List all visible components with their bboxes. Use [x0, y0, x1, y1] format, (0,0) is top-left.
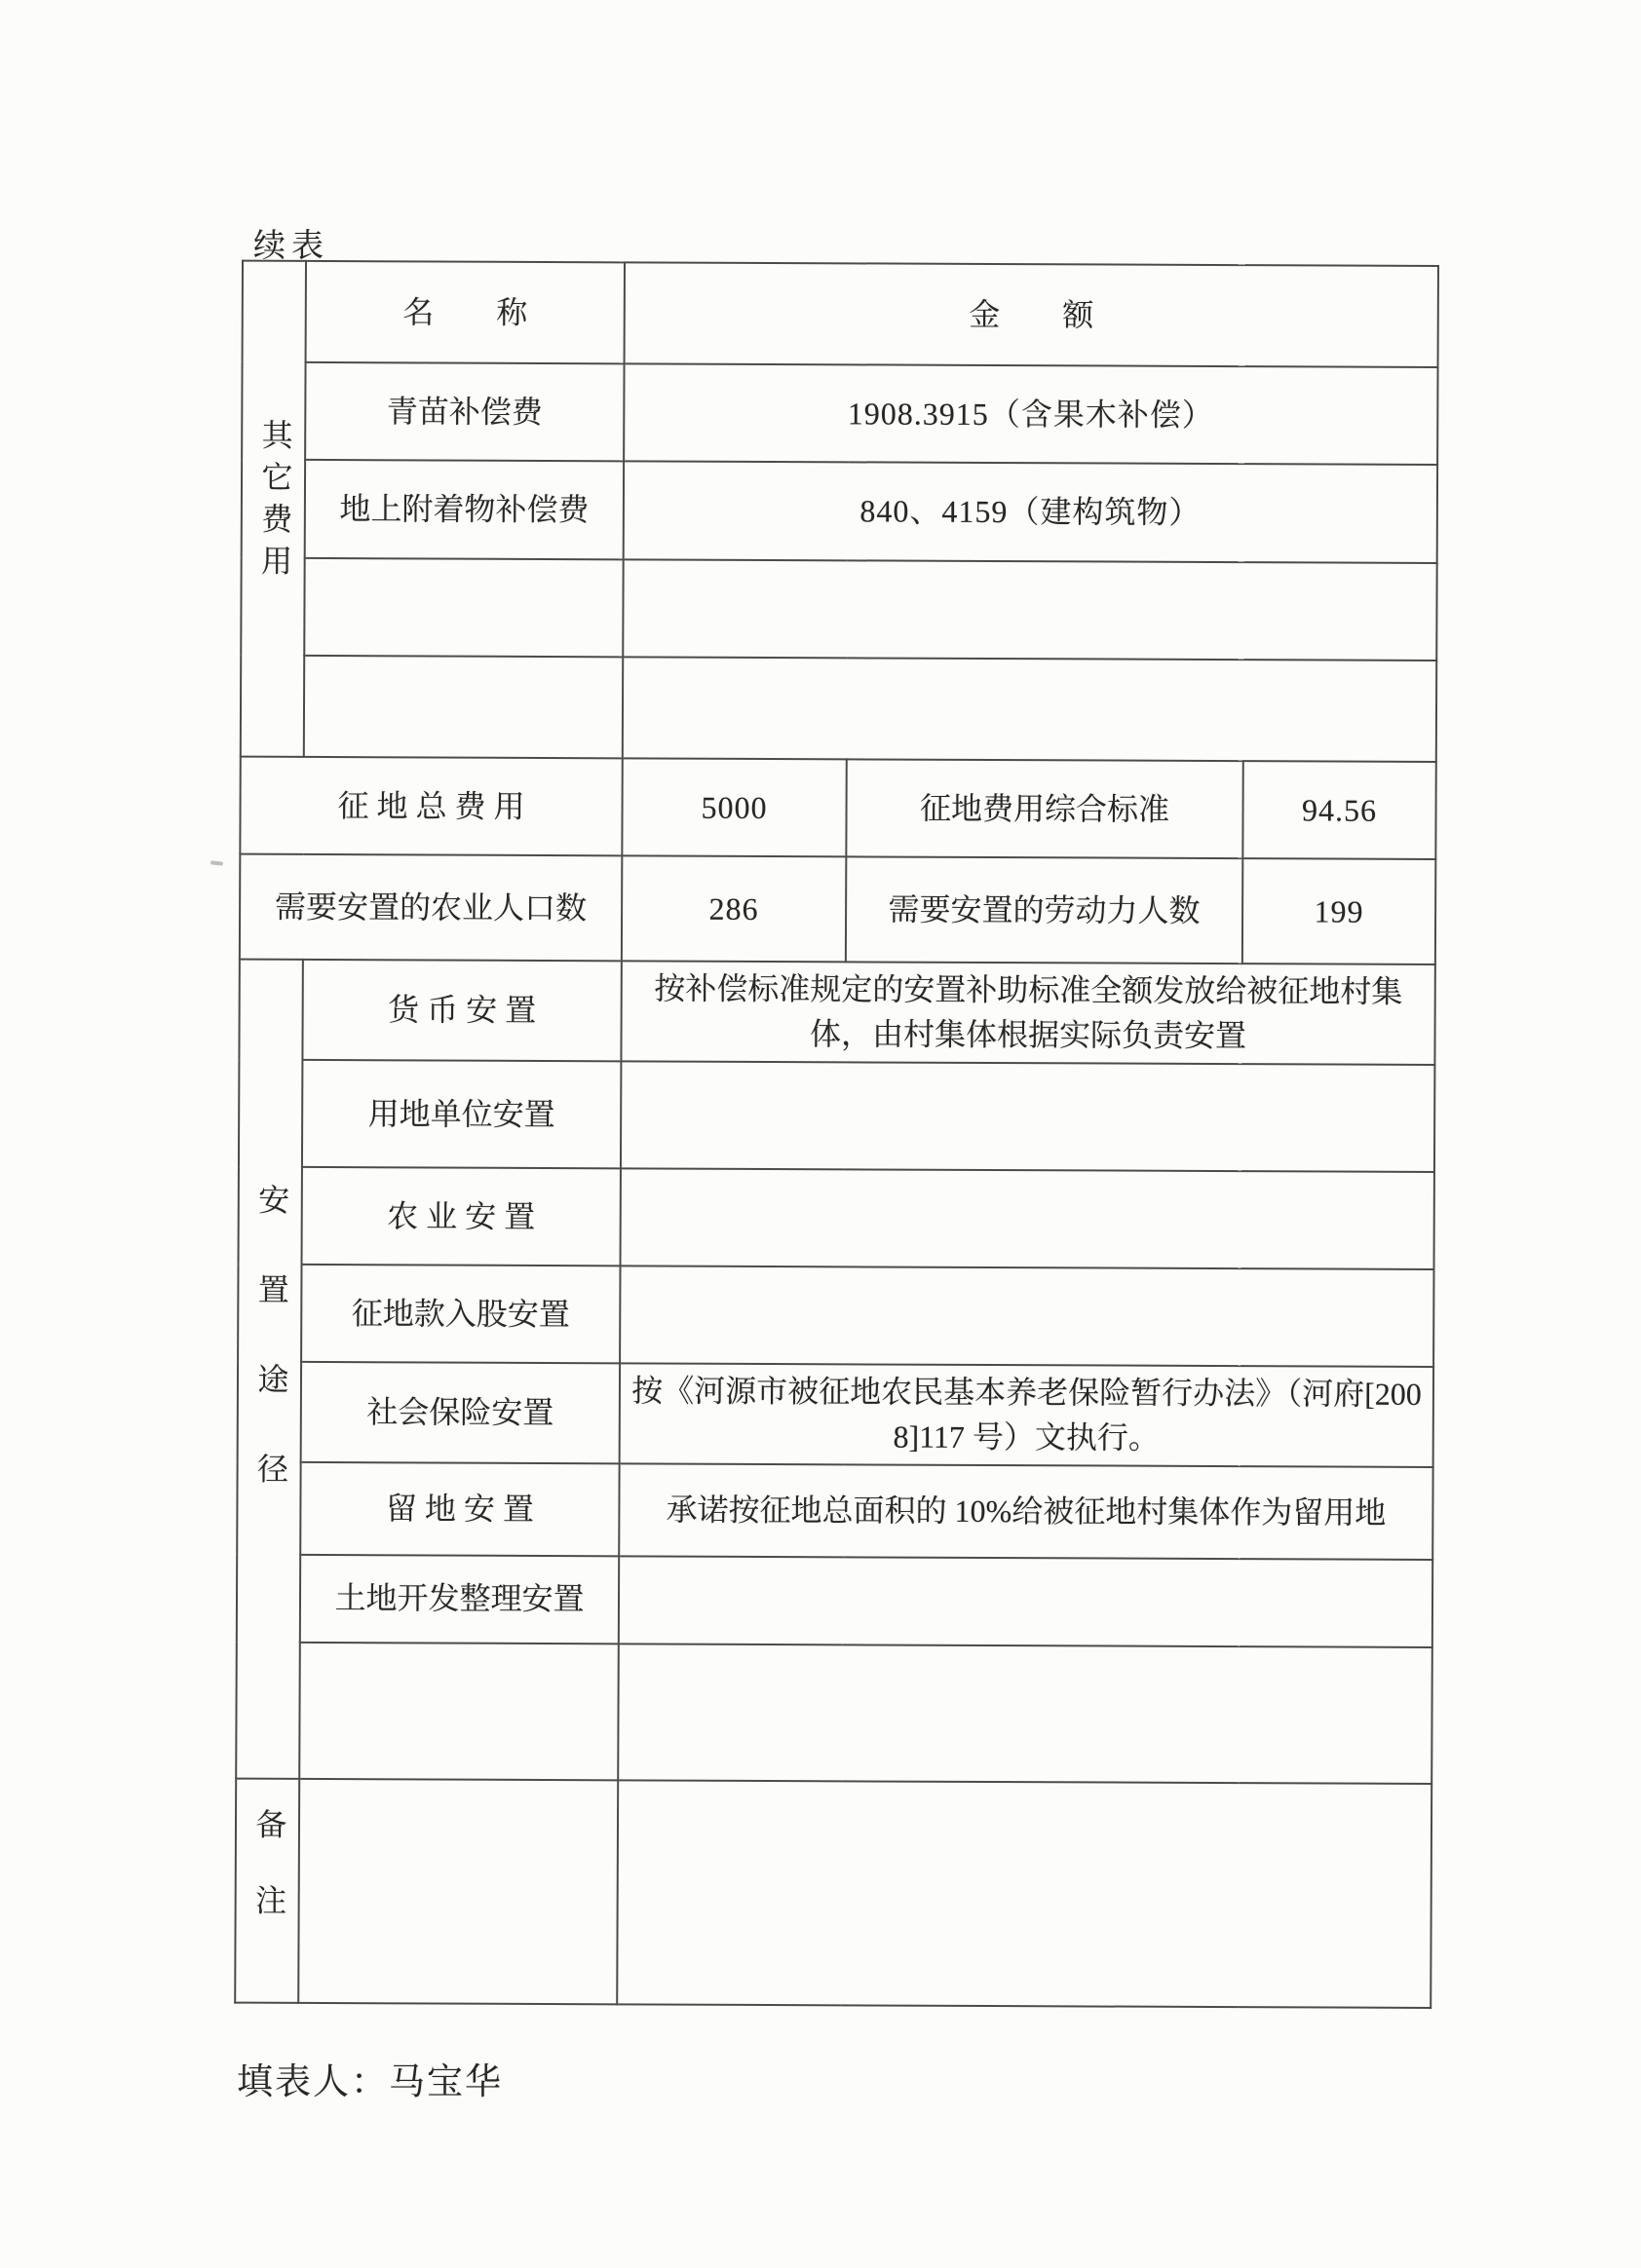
resettlement-description-cell: 承诺按征地总面积的 10%给被征地村集体作为留用地: [619, 1463, 1432, 1560]
amount-column-header: 金 额: [625, 262, 1438, 367]
other-fees-group-header: [241, 261, 306, 757]
name-column-header: 名 称: [306, 261, 625, 363]
composite-standard-label: 征地费用综合标准: [846, 759, 1242, 858]
resettlement-row: [236, 1642, 1432, 1783]
fee-amount-cell: 840、4159（建构筑物）: [624, 461, 1437, 563]
fee-row: [242, 460, 1437, 563]
resettlement-method-cell: 征地款入股安置: [301, 1265, 620, 1363]
fee-name-cell: 青苗补偿费: [305, 362, 624, 461]
resettlement-description-cell: [618, 1644, 1432, 1784]
agri-population-value: 286: [622, 855, 846, 962]
fee-row: [241, 656, 1436, 762]
total-cost-label: 征 地 总 费 用: [240, 757, 622, 856]
labor-count-value: 199: [1242, 858, 1435, 964]
fee-amount-cell: [623, 657, 1436, 762]
continuation-table-label: 续表: [253, 229, 329, 264]
resettlement-row: [237, 1461, 1432, 1559]
resettlement-row: [239, 960, 1434, 1065]
resettlement-row: [239, 1059, 1434, 1171]
fee-name-cell: [304, 656, 623, 758]
resettlement-row: [239, 1166, 1434, 1268]
resettlement-description-cell: [621, 1061, 1434, 1172]
remarks-inner-cell: [298, 1778, 618, 2003]
resettlement-method-cell: [299, 1642, 619, 1779]
remarks-content-cell: [617, 1780, 1431, 2008]
scan-artifact-mark: [210, 860, 223, 865]
fee-row: [241, 558, 1436, 661]
totals-row: [240, 757, 1435, 859]
resettlement-method-cell: 留 地 安 置: [300, 1461, 619, 1555]
fee-name-cell: 地上附着物补偿费: [305, 460, 624, 559]
resettlement-method-cell: 土地开发整理安置: [300, 1554, 619, 1643]
fee-name-cell: [304, 558, 623, 657]
resettlement-group-label: 安置途径: [252, 1183, 290, 1542]
composite-standard-value: 94.56: [1242, 761, 1435, 859]
resettlement-description-cell: [621, 1168, 1434, 1269]
resettlement-method-cell: 货 币 安 置: [302, 960, 621, 1061]
resettlement-method-cell: 用地单位安置: [302, 1060, 621, 1168]
form-filler-line: 填表人：马宝华: [237, 2062, 503, 2102]
remarks-row: [235, 1778, 1431, 2007]
land-acquisition-table: [234, 260, 1439, 2009]
resettlement-description-cell: [619, 1556, 1432, 1647]
total-cost-value: 5000: [622, 758, 846, 856]
resettlement-description-cell: [620, 1266, 1433, 1367]
fee-row: [242, 362, 1437, 465]
resettlement-description-cell: 按《河源市被征地农民基本养老保险暂行办法》（河府[2008]117 号）文执行。: [620, 1363, 1433, 1466]
resettlement-row: [238, 1361, 1433, 1466]
resettlement-row: [237, 1554, 1432, 1646]
resettlement-row: [238, 1264, 1433, 1366]
agri-population-label: 需要安置的农业人口数: [240, 854, 622, 962]
resettlement-description-cell: 按补偿标准规定的安置补助标准全额发放给被征地村集体，由村集体根据实际负责安置: [621, 961, 1434, 1064]
totals-row: [240, 854, 1435, 964]
resettlement-method-cell: 农 业 安 置: [302, 1167, 621, 1266]
remarks-group-label: 备注: [250, 1808, 287, 1961]
fee-amount-cell: [623, 559, 1436, 661]
table-row: [243, 261, 1438, 367]
remarks-group-header: [235, 1778, 299, 2002]
labor-count-label: 需要安置的劳动力人数: [846, 856, 1242, 964]
resettlement-method-cell: 社会保险安置: [301, 1362, 620, 1463]
other-fees-group-label: 其它费用: [256, 419, 293, 587]
fee-amount-cell: 1908.3915（含果木补偿）: [624, 363, 1437, 465]
resettlement-group-header: [236, 960, 303, 1779]
